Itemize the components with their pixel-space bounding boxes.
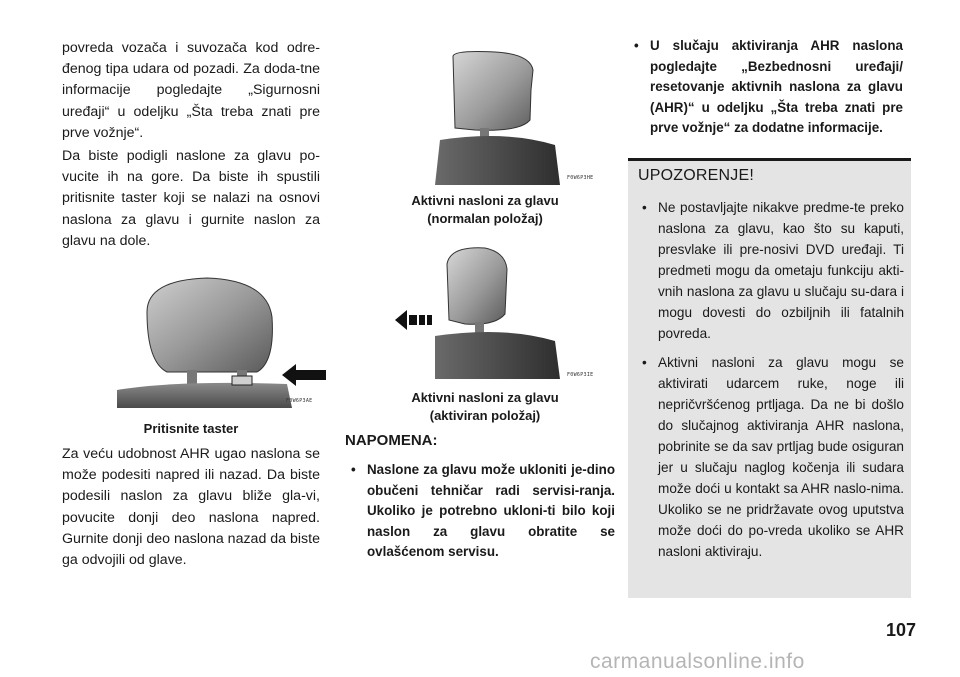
headrest-button-illustration — [117, 272, 327, 408]
warning-item: • Ne postavljajte nikakve predme-te preko naslona za glavu, kao što su kaputi, presvlake ili pre-nosivi DVD uređaji. Ti predmeti mogu da ometaju funkciju akti-vnih naslona za glavu u slučaju su-dara i mogu dovesti do ozbiljnih ili fatalnih povreda. — [634, 197, 904, 344]
watermark: carmanualsonline.info — [590, 650, 805, 673]
warning-box — [628, 158, 911, 598]
ahr-activation-bullet — [628, 36, 903, 139]
figure-caption-press-button: Pritisnite taster — [143, 421, 239, 436]
figure-caption-activated: Aktivni nasloni za glavu (aktiviran položaj) — [411, 390, 559, 423]
figure-code: F0W6P3AE — [286, 398, 313, 404]
paragraph-raise-lower: Da biste podigli naslone za glavu po-vucite ih na gore. Da biste ih spustili pritisnite taster koji se nalazi na osnovi naslona za glavu i gurnite naslon za glavu na dole. — [62, 148, 320, 249]
ahr-activation-text: U slučaju aktiviranja AHR naslona pogledajte „Bezbednosni uređaji/ resetovanje aktivnih naslona za glavu (AHR)“ u odeljku „Šta treba znati pre prve vožnje“ za dodatne informacije. — [650, 38, 903, 135]
warning-title: UPOZORENJE! — [638, 167, 754, 184]
arrow-left-icon — [395, 310, 435, 330]
bullet-glyph: • — [642, 355, 647, 370]
figure-press-button — [117, 272, 327, 408]
figure-code: F0W6P3IE — [567, 372, 594, 378]
arrow-left-icon — [282, 364, 326, 386]
page-number: 107 — [885, 620, 916, 640]
bullet-glyph: • — [634, 38, 639, 53]
warning-list — [634, 197, 904, 570]
bullet-glyph: • — [642, 200, 647, 215]
warning-item: • Aktivni nasloni za glavu mogu se aktivirati udarcem ruke, noge ili nepričvršćenog prtljaga. Da ne bi došlo do slučajnog aktiviranja AHR naslona, pobrinite se da sav prtljag bude osiguran jer u slučaju naglog kočenja ili sudara može doći u kontakt sa AHR naslo-nima. Ukoliko se ne pridržavate ovog uputstva može doći do po-vreda ukoliko se AHR nasloni aktiviraju. — [634, 352, 904, 562]
headrest-normal-illustration — [435, 50, 585, 185]
figure-headrest-activated — [395, 244, 615, 379]
paragraph-comfort-angle: Za veću udobnost AHR ugao naslona se može podesiti napred ili nazad. Da biste podesili naslon za glavu bliže gla-vi, povucite donji deo naslona napred. Gurnite donji deo naslona nazad da biste ga odvojili od glave. — [62, 446, 320, 569]
figure-code: F0W6P3HE — [567, 175, 594, 181]
paragraph-intro: povreda vozača i suvozača kod odre-đenog tipa udara od pozadi. Za doda-tne informacije pogledajte „Sigurnosni uređaji“ u odeljku „Šta treba znati pre prve vožnje“. — [62, 40, 320, 141]
note-bullet — [345, 460, 615, 563]
note-bullet-text: Naslone za glavu može ukloniti je-dino obučeni tehničar radi servisi-ranja. Ukoliko je potrebno ukloni-ti bilo koji naslon za glavu obratite se ovlašćenom servisu. — [367, 462, 615, 559]
bullet-glyph: • — [351, 462, 356, 477]
figure-caption-normal: Aktivni nasloni za glavu (normalan položaj) — [411, 193, 559, 226]
note-title: NAPOMENA: — [345, 432, 438, 449]
figure-headrest-normal — [435, 50, 585, 185]
